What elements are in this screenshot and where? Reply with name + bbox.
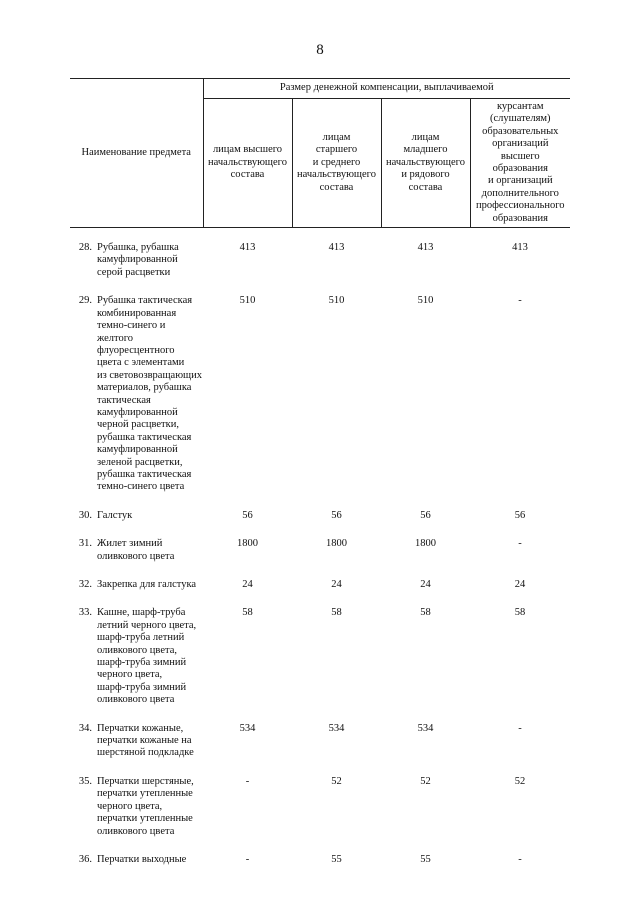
compensation-value: - [518,538,522,550]
column-header-junior-command: лицам младшего начальствующего и рядового состава [381,99,470,228]
compensation-value: 24 [242,579,253,590]
compensation-value: - [518,722,522,734]
table-row [70,228,570,296]
column-header-senior-command: лицам высшего начальствующего состава [203,99,292,228]
item-name: Закрепка для галстука [97,579,197,590]
compensation-value: 510 [417,295,434,307]
item-number: 33. [78,607,92,619]
compensation-value: 56 [420,509,431,521]
compensation-value: 58 [420,607,431,619]
item-name: Кашне, шарф-труба летний черного цвета, шарф-труба летний оливкового цвета, шарф-труба зимний черного цвета, шарф-труба зимний оливкового цвета [97,607,197,706]
item-number: 28. [78,242,92,254]
item-name-cell [70,538,203,579]
compensation-value: 24 [420,579,431,590]
compensation-value: 52 [331,775,342,787]
item-name-cell [70,295,203,510]
compensation-value: - [518,853,522,865]
item-name: Рубашка тактическая комбинированная темно-синего и желтого флуоресцентного цвета с элементами из световозвращающих материалов, рубашка тактическая камуфлированной черной расцветки, рубашка тактическая камуфлированной зеленой расцветки, рубашка тактическая темно-синего цвета [97,295,203,493]
compensation-value: 55 [331,853,342,865]
item-name: Жилет зимний оливкового цвета [97,538,175,562]
table-row [70,538,570,579]
compensation-value: 52 [420,775,431,787]
compensation-value: - [245,775,250,787]
item-number: 30. [78,509,92,521]
table-row [70,854,570,882]
compensation-value: 1800 [237,538,258,550]
table-row [70,510,570,538]
compensation-value: 56 [331,509,342,521]
table-row [70,579,570,607]
compensation-value: 534 [328,722,345,734]
table-row [70,723,570,776]
column-group-header: Размер денежной компенсации, выплачиваемой [203,79,570,99]
item-name: Перчатки шерстяные, перчатки утепленные черного цвета, перчатки утепленные оливкового цвета [97,775,194,837]
compensation-value: 534 [239,722,256,734]
compensation-value: 413 [239,242,256,254]
table-row [70,776,570,854]
table-header [70,79,570,228]
table-body [70,228,570,883]
compensation-value: 1800 [415,538,436,550]
item-name: Перчатки выходные [97,853,187,865]
compensation-value: 534 [417,722,434,734]
compensation-value: 413 [417,242,434,254]
item-name-cell [70,723,203,776]
item-name: Перчатки кожаные, перчатки кожаные на шерстяной подкладке [97,722,194,759]
column-header-item-name: Наименование предмета [70,79,203,228]
compensation-value: 1800 [326,538,347,550]
item-number: 36. [78,853,92,865]
item-name-cell [70,607,203,722]
compensation-value: 413 [512,242,528,254]
compensation-value: 58 [514,607,526,619]
compensation-value: 58 [242,607,253,619]
item-name: Галстук [97,509,133,521]
compensation-value: - [518,295,522,307]
compensation-value: 58 [331,607,342,619]
item-name-cell [70,776,203,854]
compensation-value: 510 [239,295,256,307]
compensation-value: 24 [514,579,526,590]
table-row [70,295,570,510]
item-number: 35. [78,775,92,787]
compensation-value: 56 [514,509,526,521]
compensation-value: 55 [420,853,431,865]
item-number: 32. [78,579,92,590]
compensation-value: 56 [242,509,253,521]
compensation-value: - [245,853,250,865]
page-number: 8 [316,42,324,58]
column-header-middle-command: лицам старшего и среднего начальствующего состава [292,99,381,228]
compensation-value: 413 [328,242,345,254]
item-number: 31. [78,538,92,550]
item-name-cell [70,579,203,607]
table-row [70,607,570,722]
item-name: Рубашка, рубашка камуфлированной серой расцветки [97,242,179,278]
compensation-value: 52 [514,775,526,787]
item-name-cell [70,228,203,296]
compensation-table [70,78,570,882]
column-header-cadets: курсантам (слушателям) образовательных организаций высшего образования и организаций дополнительного профессионального образования [470,99,570,228]
compensation-value: 510 [328,295,345,307]
item-number: 34. [78,722,92,734]
item-name-cell [70,854,203,882]
compensation-value: 24 [331,579,342,590]
item-name-cell [70,510,203,538]
item-number: 29. [78,295,92,307]
